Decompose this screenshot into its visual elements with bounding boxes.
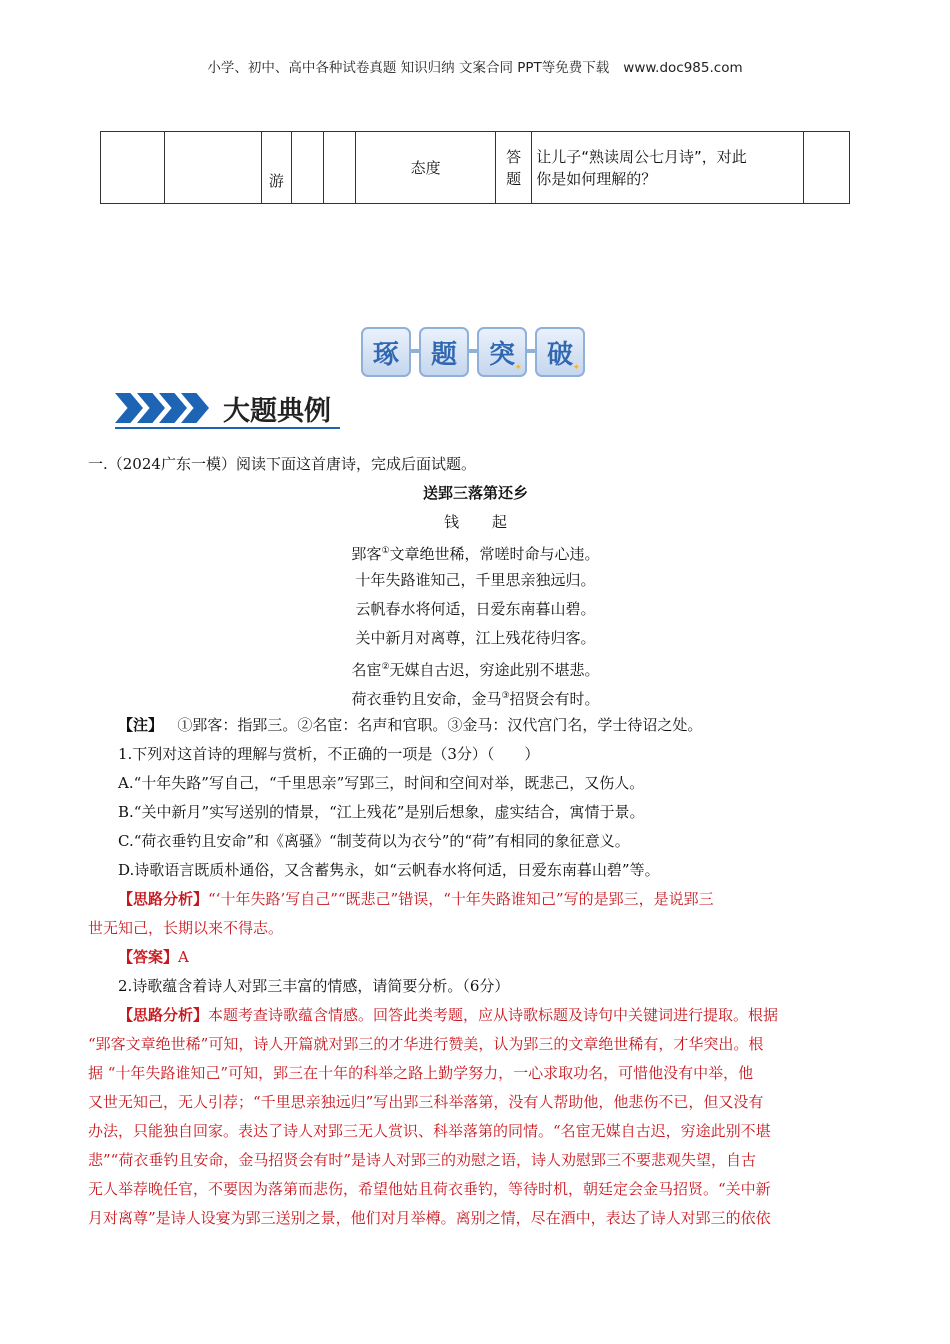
q2-analysis-line: “郢客文章绝世稀”可知，诗人开篇就对郢三的才华进行赞美，认为郢三的文章绝世稀有，才华突出。根 [88,1035,764,1053]
top-table [100,131,850,204]
analysis-text: 本题考查诗歌蕴含情感。回答此类考题，应从诗歌标题及诗句中关键词进行提取。根据 [208,1006,779,1024]
banner-tile [419,327,469,377]
poem-line: 云帆春水将何适，日爱东南暮山碧。 [355,600,596,618]
q1-option-c: C.“荷衣垂钓且安命”和《离骚》“制芰荷以为衣兮”的“荷”有相同的象征意义。 [118,832,630,850]
table-cell-you: 游 [261,132,291,204]
table-cell [165,132,262,204]
banner-zhuo-ti-tu-po [361,327,585,377]
q2-analysis-line: 据 “十年失路谁知己”可知，郢三在十年的科举之路上勤学努力，一心求取功名，可惜他没有中举，他 [88,1064,754,1082]
answer-char-2: 题 [506,169,522,188]
analysis-label: 【思路分析】 [118,1006,209,1024]
q1-analysis [88,885,863,914]
question-line-2: 你是如何理解的？ [536,169,657,188]
banner-char: 突 [488,339,515,370]
analysis-label: 【思路分析】 [118,890,209,908]
page-header [0,56,950,76]
question-line-1: 让儿子“熟读周公七月诗”，对此 [536,147,747,166]
chevrons-icon [115,393,203,423]
note-mark: ② [381,662,390,672]
q2-analysis-line: 月对离尊”是诗人设宴为郢三送别之景，他们对月举樽。离别之情，尽在酒中，表达了诗人对郢三的依依 [88,1209,771,1227]
banner-tile [361,327,411,377]
section-title-underline [115,427,340,429]
poem-author-text: 钱 起 [444,513,521,531]
poem-text: 招贤会有时。 [509,690,600,708]
note-mark: ③ [501,691,510,701]
poem-text: 文章绝世稀，常嗟时命与心违。 [389,545,600,563]
poem-line [88,537,863,566]
banner-char: 琢 [372,339,399,370]
table-cell [291,132,323,204]
q1-stem: 1.下列对这首诗的理解与赏析，不正确的一项是（3分）（ ） [118,745,540,763]
q2-analysis [88,1001,863,1030]
poem-line: 十年失路谁知己，千里思亲独远归。 [355,571,596,589]
sparkle-icon: ✦ [572,363,580,373]
question-intro: 一.（2024广东一模）阅读下面这首唐诗，完成后面试题。 [88,455,476,473]
q2-stem: 2.诗歌蕴含着诗人对郢三丰富的情感，请简要分析。（6分） [118,977,510,995]
poem-text: 郢客 [351,545,382,563]
poem-title: 送郢三落第还乡 [422,484,528,502]
table-cell-question [532,132,803,204]
q2-analysis-line: 办法，只能独自回家。表达了诗人对郢三无人赏识、科举落第的同情。“名宦无媒自古迟，穷途此别不堪 [88,1122,771,1140]
analysis-text: “‘十年失路’写自己”“既悲己”错误，“十年失路谁知己”写的是郢三，是说郢三 [208,890,714,908]
question-body [88,450,863,1233]
banner-tile [535,327,585,377]
poem-text: 荷衣垂钓且安命，金马 [351,690,502,708]
sparkle-icon: ✦ [514,363,522,373]
poem-text: 名宦 [351,661,382,679]
q2-analysis-line: 悲”“荷衣垂钓且安命，金马招贤会有时”是诗人对郢三的劝慰之语，诗人劝慰郢三不要悲观失望，自古 [88,1151,757,1169]
answer-label: 【答案】 [118,948,179,966]
table-cell-answer [496,132,532,204]
banner-tile [477,327,527,377]
section-title [115,388,331,428]
table-cell [324,132,356,204]
table-cell-attitude: 态度 [356,132,496,204]
note-mark: ① [381,546,390,556]
answer-value: A [178,948,189,966]
header-site-link[interactable]: www.doc985.com [623,60,743,76]
poem-line [88,653,863,682]
table-cell [101,132,165,204]
table-cell [803,132,849,204]
poem-line [88,682,863,711]
q1-answer [88,943,863,972]
poem-text: 无媒自古迟，穷途此别不堪悲。 [389,661,600,679]
q2-analysis-line: 无人举荐晚任官，不要因为落第而悲伤，希望他姑且荷衣垂钓，等待时机，朝廷定会金马招贤。“关中新 [88,1180,771,1198]
note-text: ①郢客：指郢三。②名宦：名声和官职。③金马：汉代宫门名，学士待诏之处。 [177,716,703,734]
note-label: 【注】 [118,716,164,734]
q1-option-d: D.诗歌语言既质朴通俗，又含蓄隽永，如“云帆春水将何适，日爱东南暮山碧”等。 [118,861,660,879]
header-text: 小学、初中、高中各种试卷真题 知识归纳 文案合同 PPT等免费下载 [207,60,610,76]
q1-option-a: A.“十年失路”写自己，“千里思亲”写郢三，时间和空间对举，既悲己，又伤人。 [118,774,645,792]
q1-analysis-cont: 世无知己，长期以来不得志。 [88,919,284,937]
answer-char-1: 答 [506,147,522,166]
poem-line: 关中新月对离尊，江上残花待归客。 [355,629,596,647]
banner-char: 破 [546,339,573,370]
q2-analysis-line: 又世无知己，无人引荐；“千里思亲独远归”写出郢三科举落第，没有人帮助他，他悲伤不已，但又没有 [88,1093,764,1111]
poem-note [88,711,863,740]
section-title-text: 大题典例 [223,395,331,427]
poem-author [88,508,863,537]
q1-option-b: B.“关中新月”实写送别的情景，“江上残花”是别后想象，虚实结合，寓情于景。 [118,803,645,821]
banner-char: 题 [430,339,457,370]
